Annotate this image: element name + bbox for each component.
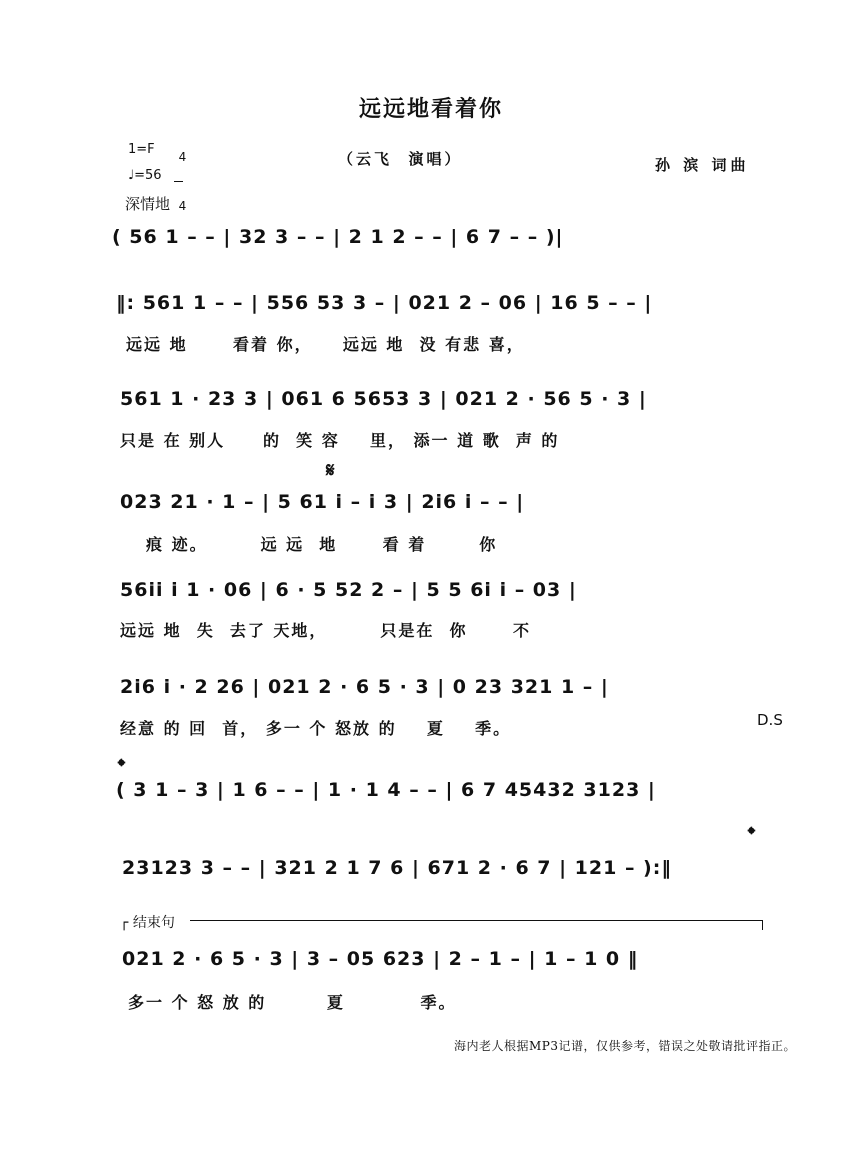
lyrics-row-3: 只是 在 别人 的 笑 容 里， 添一 道 歌 声 的 xyxy=(120,431,560,450)
notation-row-1: ( 56 1 – – | 32 3 – – | 2 1 2 – – | 6 7 – – )| xyxy=(112,226,564,248)
notation-row-7: ( 3 1 – 3 | 1 6 – – | 1 · 1 4 – – | 6 7 45432 3123 | xyxy=(116,779,656,801)
segno-icon: 𝄋 xyxy=(326,458,335,482)
tempo-marking: ♩=56 xyxy=(128,168,162,183)
time-signature-top: 4 xyxy=(178,150,187,164)
coda-icon-end: 𝄌 xyxy=(748,822,755,846)
notation-row-6: 2i6 i · 2 26 | 021 2 · 6 5 · 3 | 0 23 321 1 – | xyxy=(120,676,609,698)
lyrics-row-4: 痕 迹。 远 远 地 看 着 你 xyxy=(146,535,498,554)
key-signature: 1=F xyxy=(128,142,155,157)
ds-marking: D.S xyxy=(757,711,783,729)
notation-row-5: 56ii i 1 · 06 | 6 · 5 52 2 – | 5 5 6i i – 03 | xyxy=(120,579,577,601)
notation-row-3: 561 1 · 23 3 | 061 6 5653 3 | 021 2 · 56 5 · 3 | xyxy=(120,388,647,410)
notation-row-4: 023 21 · 1 – | 5 61 i – i 3 | 2i6 i – – | xyxy=(120,491,525,513)
coda-icon: 𝄌 xyxy=(118,754,125,778)
ending-bracket-tick xyxy=(762,920,763,930)
time-signature xyxy=(171,133,186,214)
ending-bracket-line xyxy=(190,920,762,921)
author-credit: 孙 滨 词曲 xyxy=(655,156,750,174)
lyrics-row-6: 经意 的 回 首， 多一 个 怒放 的 夏 季。 xyxy=(120,719,512,738)
lyrics-row-5: 远远 地 失 去了 天地， 只是在 你 不 xyxy=(120,621,531,640)
lyrics-row-9: 多一 个 怒 放 的 夏 季。 xyxy=(128,993,457,1012)
singer-credit: （云飞 演唱） xyxy=(338,150,463,168)
ending-label: ┌ 结束句 xyxy=(120,915,175,931)
footer-note: 海内老人根据MP3记谱，仅供参考，错误之处敬请批评指正。 xyxy=(454,1039,796,1053)
expression-marking: 深情地 xyxy=(125,195,171,213)
time-signature-bottom: 4 xyxy=(178,199,187,213)
lyrics-row-2: 远远 地 看着 你， 远远 地 没 有悲 喜， xyxy=(126,335,525,354)
notation-row-2: ‖: 561 1 – – | 556 53 3 – | 021 2 – 06 | 16 5 – – | xyxy=(116,292,653,314)
song-title: 远远地看着你 xyxy=(358,96,503,122)
notation-row-9: 021 2 · 6 5 · 3 | 3 – 05 623 | 2 – 1 – | 1 – 1 0 ‖ xyxy=(122,948,639,970)
notation-row-8: 23123 3 – – | 321 2 1 7 6 | 671 2 · 6 7 | 121 – ):‖ xyxy=(122,857,672,879)
